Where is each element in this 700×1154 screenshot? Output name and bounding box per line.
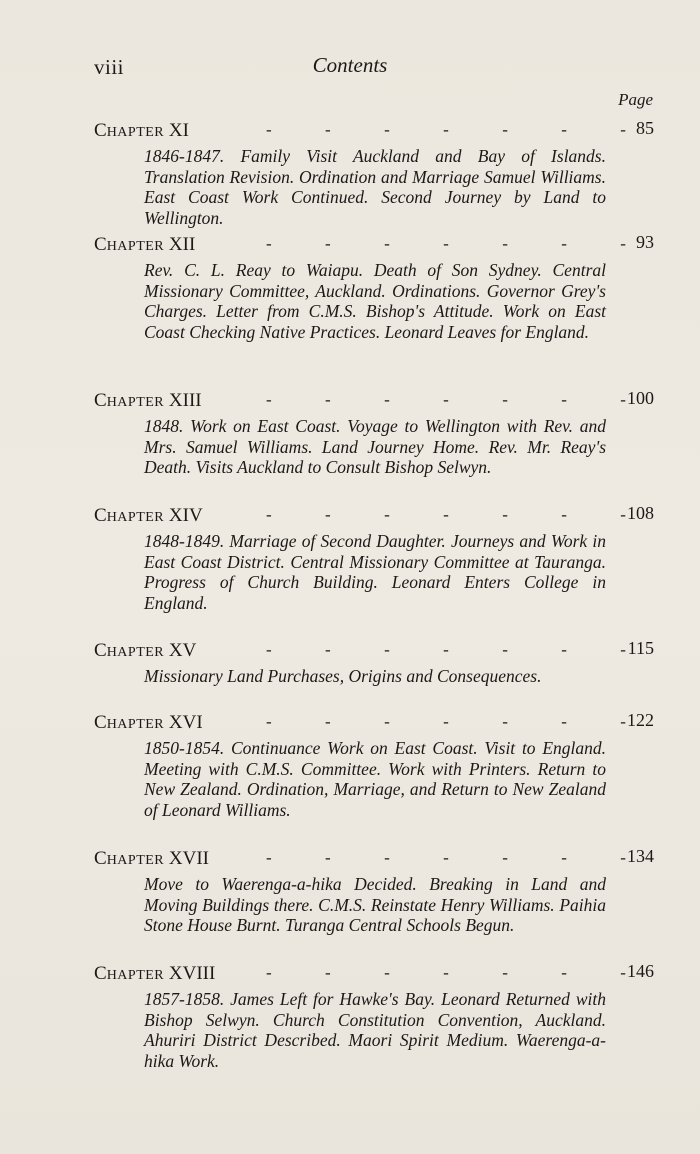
chapter-heading-line [94, 712, 654, 738]
chapter-numeral: XII [168, 234, 196, 255]
chapter-heading-line [94, 390, 654, 416]
chapter-synopsis: 1846-1847. Family Visit Auckland and Bay of Islands. Translation Revision. Ordination and Marriage Samuel Williams. East Coast Work Continued. Second Journey by Land to Wellington. [144, 146, 606, 228]
chapter-word: CHAPTER [94, 963, 165, 984]
chapter-page-number: 115 [627, 638, 654, 658]
toc-entry-chapter-xiv [94, 505, 654, 613]
chapter-word: CHAPTER [94, 505, 165, 526]
dot-leaders: - - - - - - - [266, 712, 626, 731]
page-column-label: Page [618, 90, 653, 109]
chapter-page-number: 108 [627, 503, 654, 523]
chapter-title [94, 234, 195, 256]
chapter-title [94, 390, 202, 412]
chapter-word: CHAPTER [94, 712, 165, 733]
chapter-page-number: 100 [627, 388, 654, 408]
toc-entry-chapter-xii [94, 234, 654, 342]
chapter-numeral: XVII [168, 848, 209, 869]
chapter-synopsis: 1848-1849. Marriage of Second Daughter. Journeys and Work in East Coast District. Central Missionary Committee at Tauranga. Progress of Church Building. Leonard Enters College in England. [144, 531, 606, 613]
dot-leaders: - - - - - - - [266, 390, 626, 409]
chapter-page-number: 146 [627, 961, 654, 981]
page-folio: viii [94, 55, 125, 79]
chapter-synopsis: Rev. C. L. Reay to Waiapu. Death of Son Sydney. Central Missionary Committee, Auckland. Ordinations. Governor Grey's Charges. Letter from C.M.S. Bishop's Attitude. Work on East Coast Checking Native Practices. Leonard Leaves for England. [144, 260, 606, 342]
chapter-page-number: 134 [627, 846, 654, 866]
toc-entry-chapter-xvi [94, 712, 654, 820]
chapter-title [94, 712, 203, 734]
chapter-title [94, 963, 215, 985]
chapter-synopsis: Move to Waerenga-a-hika Decided. Breaking in Land and Moving Buildings there. C.M.S. Reinstate Henry Williams. Paihia Stone House Burnt. Turanga Central Schools Begun. [144, 874, 606, 936]
chapter-word: CHAPTER [94, 848, 165, 869]
chapter-heading-line [94, 640, 654, 666]
chapter-title [94, 848, 209, 870]
chapter-numeral: XI [168, 120, 189, 141]
chapter-word: CHAPTER [94, 640, 165, 661]
chapter-word: CHAPTER [94, 390, 165, 411]
chapter-page-number: 93 [636, 232, 654, 252]
toc-entry-chapter-xi [94, 120, 654, 228]
chapter-numeral: XV [168, 640, 197, 661]
toc-entry-chapter-xviii [94, 963, 654, 1071]
chapter-numeral: XVI [168, 712, 203, 733]
dot-leaders: - - - - - - - [266, 963, 626, 982]
toc-entry-chapter-xvii [94, 848, 654, 936]
chapter-synopsis: 1850-1854. Continuance Work on East Coast. Visit to England. Meeting with C.M.S. Committee. Work with Printers. Return to New Zealand. Ordination, Marriage, and Return to New Zealand of Leonard Williams. [144, 738, 606, 820]
toc-entry-chapter-xiii [94, 390, 654, 478]
chapter-word: CHAPTER [94, 234, 165, 255]
toc-entry-chapter-xv [94, 640, 654, 687]
chapter-synopsis: 1857-1858. James Left for Hawke's Bay. Leonard Returned with Bishop Selwyn. Church Constitution Convention, Auckland. Ahuriri District Described. Maori Spirit Medium. Waerenga-a-hika Work. [144, 989, 606, 1071]
chapter-page-number: 122 [627, 710, 654, 730]
dot-leaders: - - - - - - - [266, 848, 626, 867]
chapter-numeral: XIII [168, 390, 202, 411]
chapter-numeral: XVIII [168, 963, 216, 984]
chapter-heading-line [94, 234, 654, 260]
chapter-title [94, 640, 196, 662]
chapter-word: CHAPTER [94, 120, 165, 141]
chapter-synopsis: 1848. Work on East Coast. Voyage to Wellington with Rev. and Mrs. Samuel Williams. Land Journey Home. Rev. Mr. Reay's Death. Visits Auckland to Consult Bishop Selwyn. [144, 416, 606, 478]
chapter-heading-line [94, 120, 654, 146]
chapter-title [94, 120, 189, 142]
chapter-numeral: XIV [168, 505, 203, 526]
chapter-synopsis: Missionary Land Purchases, Origins and Consequences. [144, 666, 542, 686]
dot-leaders: - - - - - - - [266, 640, 626, 659]
chapter-heading-line [94, 963, 654, 989]
chapter-title [94, 505, 203, 527]
dot-leaders: - - - - - - - [266, 505, 626, 524]
chapter-heading-line [94, 848, 654, 874]
chapter-heading-line [94, 505, 654, 531]
dot-leaders: - - - - - - - [266, 120, 626, 139]
running-head: Contents [312, 53, 388, 77]
dot-leaders: - - - - - - - [266, 234, 626, 253]
chapter-page-number: 85 [636, 118, 654, 138]
